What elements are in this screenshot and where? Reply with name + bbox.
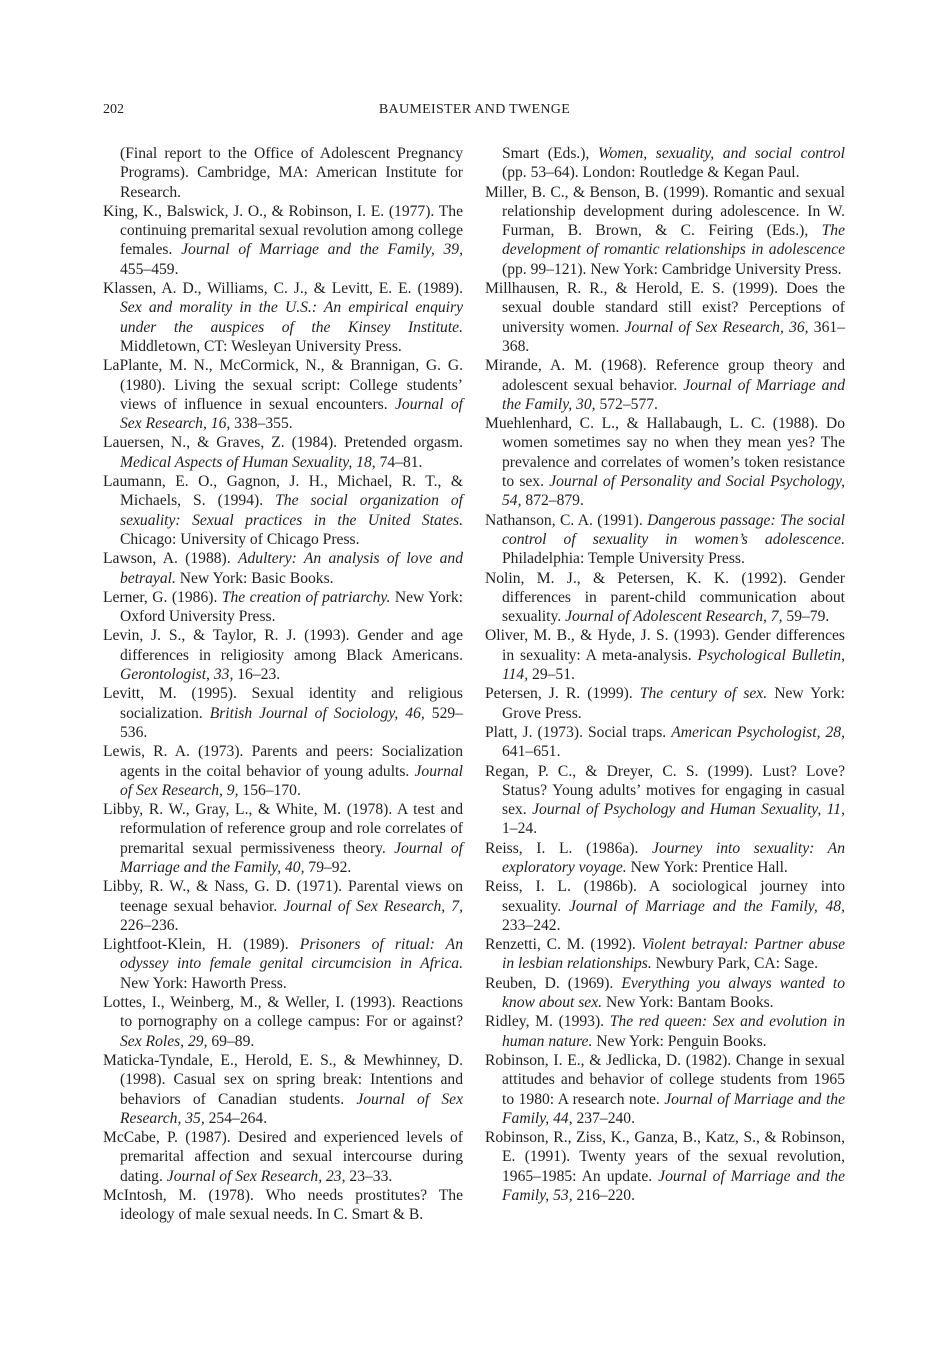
reference-text: 338–355. — [230, 415, 293, 433]
reference-entry — [103, 588, 463, 627]
reference-text: Ridley, M. (1993). — [485, 1013, 610, 1031]
reference-text: Lewis, R. A. (1973). Parents and peers: Socialization agents in the coital behavior of young adults. — [103, 743, 463, 780]
reference-entry — [485, 935, 845, 974]
reference-entry — [103, 279, 463, 356]
reference-text: 872–879. — [521, 492, 584, 510]
reference-source-title: Adultery: An analysis of love and betrayal. — [120, 550, 463, 587]
reference-text: Mirande, A. M. (1968). Reference group theory and adolescent sexual behavior. — [485, 357, 845, 394]
reference-entry — [103, 993, 463, 1051]
reference-source-title: Journal of Sex Research, 23, — [166, 1167, 346, 1185]
reference-text: 1–24. — [502, 820, 538, 838]
reference-entry — [103, 549, 463, 588]
reference-source-title: Women, sexuality, and social control — [597, 145, 845, 162]
reference-text: 455–459. — [120, 260, 179, 278]
reference-text: (pp. 53–64). London: Routledge & Kegan Paul. — [502, 164, 800, 182]
reference-source-title: Journey into sexuality: An exploratory voyage. — [502, 839, 845, 876]
reference-entry — [485, 1012, 845, 1051]
reference-text: Philadelphia: Temple University Press. — [502, 550, 745, 568]
reference-entry — [485, 877, 845, 935]
reference-source-title: Journal of Marriage and the Family, 39, — [181, 241, 463, 259]
reference-text: Miller, B. C., & Benson, B. (1999). Romantic and sexual relationship development during adolescence. In W. Furman, B. Brown, & C. Feiring (Eds.), — [485, 183, 845, 240]
reference-text: LaPlante, M. N., McCormick, N., & Brannigan, G. G. (1980). Living the sexual script: College students’ views of influence in sexual encounters. — [103, 357, 463, 413]
reference-source-title: Journal of Sex Research, 35, — [120, 1090, 464, 1127]
reference-text: New York: Prentice Hall. — [626, 858, 788, 876]
reference-entry — [485, 1128, 845, 1205]
reference-source-title: Journal of Sex Research, 36, — [624, 318, 809, 336]
reference-text: King, K., Balswick, J. O., & Robinson, I. E. (1977). The continuing premarital sexual revolution among college females. — [103, 202, 463, 259]
reference-source-title: Prisoners of ritual: An odyssey into female genital circumcision in Africa. — [120, 936, 463, 973]
reference-text: Lightfoot-Klein, H. (1989). — [103, 936, 300, 954]
reference-text: Libby, R. W., Gray, L., & White, M. (1978). A test and reformulation of reference group and role correlates of premarital sexual permissiveness theory. — [103, 801, 463, 857]
reference-text: 226–236. — [120, 916, 179, 934]
reference-text: 29–51. — [528, 666, 575, 684]
reference-text: Muehlenhard, C. L., & Hallabaugh, L. C. (1988). Do women sometimes say no when they mean yes? The prevalence and correlates of women’s token resistance to sex. — [485, 415, 845, 491]
page-header — [103, 100, 846, 120]
reference-text: 529–536. — [120, 704, 463, 741]
reference-entry — [485, 762, 845, 839]
reference-text: 361–368. — [502, 318, 845, 355]
reference-text: Nathanson, C. A. (1991). — [485, 511, 648, 529]
reference-text: Lauersen, N., & Graves, Z. (1984). Pretended orgasm. — [103, 434, 463, 452]
reference-text: Maticka-Tyndale, E., Herold, E. S., & Mewhinney, D. (1998). Casual sex on spring break: Intentions and behaviors of Canadian students. — [103, 1051, 463, 1108]
reference-text: Laumann, E. O., Gagnon, J. H., Michael, R. T., & Michaels, S. (1994). — [103, 473, 463, 510]
reference-source-title: The social organization of sexuality: Sexual practices in the United States. — [120, 492, 463, 529]
reference-entry — [103, 1128, 463, 1186]
reference-text: 237–240. — [572, 1109, 635, 1127]
reference-text: Chicago: University of Chicago Press. — [120, 530, 360, 548]
reference-text: Platt, J. (1973). Social traps. — [485, 723, 672, 741]
reference-text: Regan, P. C., & Dreyer, C. S. (1999). Lust? Love? Status? Young adults’ motives for engaging in casual sex. — [485, 762, 845, 819]
reference-source-title: The century of sex. — [639, 685, 768, 703]
reference-text: Levin, J. S., & Taylor, R. J. (1993). Gender and age differences in religiosity among Black Americans. — [103, 627, 463, 664]
reference-source-title: Journal of Psychology and Human Sexuality, 11, — [532, 801, 845, 819]
reference-source-title: Sex Roles, 29, — [120, 1032, 208, 1050]
reference-continuation — [485, 144, 845, 183]
reference-text: Reiss, I. L. (1986b). A sociological journey into sexuality. — [485, 878, 845, 915]
reference-source-title: The red queen: Sex and evolution in human nature. — [502, 1013, 845, 1050]
reference-text: Robinson, I. E., & Jedlicka, D. (1982). Change in sexual attitudes and behavior of college students from 1965 to 1980: A research note. — [485, 1051, 845, 1108]
reference-text: Middletown, CT: Wesleyan University Press. — [120, 337, 402, 355]
reference-text: 74–81. — [375, 453, 423, 471]
reference-entry — [485, 839, 845, 878]
reference-text: New York: Oxford University Press. — [120, 588, 464, 626]
reference-text: Petersen, J. R. (1999). — [485, 685, 640, 703]
reference-entry — [103, 800, 463, 877]
reference-source-title: Everything you always wanted to know about sex. — [502, 974, 845, 1012]
reference-text: Renzetti, C. M. (1992). — [485, 936, 642, 954]
reference-source-title: Dangerous passage: The social control of sexuality in women’s adolescence. — [502, 511, 845, 548]
reference-text: New York: Bantam Books. — [602, 994, 774, 1012]
reference-text: 156–170. — [238, 781, 301, 799]
reference-text: New York: Haworth Press. — [120, 974, 287, 992]
reference-text: Robinson, R., Ziss, K., Ganza, B., Katz, S., & Robinson, E. (1991). Twenty years of the sexual revolution, 1965–1985: An update. — [485, 1129, 845, 1185]
reference-source-title: Journal of Marriage and the Family, 40, — [120, 839, 463, 876]
reference-text: Libby, R. W., & Nass, G. D. (1971). Parental views on teenage sexual behavior. — [103, 878, 463, 915]
reference-source-title: Journal of Personality and Social Psychology, 54, — [502, 473, 845, 510]
reference-entry — [485, 279, 845, 356]
reference-source-title: Journal of Marriage and the Family, 53, — [502, 1167, 845, 1205]
reference-text: Smart (Eds.), — [502, 145, 598, 162]
reference-source-title: Journal of Sex Research, 16, — [120, 395, 463, 433]
reference-source-title: Sex and morality in the U.S.: An empirical enquiry under the auspices of the Kinsey Institute. — [120, 299, 463, 336]
reference-source-title: Journal of Marriage and the Family, 44, — [502, 1090, 845, 1127]
reference-text: Newbury Park, CA: Sage. — [651, 955, 819, 973]
reference-entry — [103, 684, 463, 742]
reference-entry — [103, 202, 463, 279]
reference-entry — [485, 974, 845, 1013]
reference-entry — [103, 626, 463, 684]
reference-source-title: Journal of Marriage and the Family, 30, — [502, 376, 845, 413]
reference-text: Klassen, A. D., Williams, C. J., & Levitt, E. E. (1989). — [103, 280, 463, 298]
reference-text: New York: Penguin Books. — [592, 1032, 767, 1050]
reference-text: 216–220. — [572, 1187, 635, 1205]
reference-text: Levitt, M. (1995). Sexual identity and religious socialization. — [103, 685, 463, 722]
reference-source-title: The development of romantic relationships in adolescence — [502, 222, 845, 259]
reference-entry — [103, 1051, 463, 1128]
reference-text: 233–242. — [502, 916, 561, 934]
reference-source-title: The creation of patriarchy. — [221, 588, 391, 606]
reference-text: 23–33. — [345, 1167, 393, 1185]
reference-source-title: Journal of Adolescent Research, 7, — [565, 608, 783, 626]
reference-entry — [103, 356, 463, 433]
reference-entry — [485, 1051, 845, 1128]
reference-continuation — [103, 144, 463, 202]
reference-text: Lawson, A. (1988). — [103, 550, 238, 568]
reference-entry — [485, 356, 845, 414]
reference-text: McIntosh, M. (1978). Who needs prostitutes? The ideology of male sexual needs. In C. Smart & B. — [103, 1187, 463, 1224]
reference-entry — [103, 1186, 463, 1225]
reference-source-title: American Psychologist, 28, — [671, 723, 845, 741]
reference-text: Nolin, M. J., & Petersen, K. K. (1992). Gender differences in parent-child communication about sexuality. — [485, 569, 845, 626]
reference-source-title: Medical Aspects of Human Sexuality, 18, — [120, 453, 376, 471]
reference-text: Lerner, G. (1986). — [103, 588, 222, 606]
reference-text: 69–89. — [207, 1032, 255, 1050]
reference-text: Reiss, I. L. (1986a). — [485, 839, 653, 857]
references-right-column — [485, 144, 845, 1205]
reference-entry — [485, 414, 845, 510]
reference-text: New York: Grove Press. — [502, 685, 845, 722]
reference-text: 59–79. — [782, 608, 830, 626]
reference-text: 79–92. — [304, 858, 352, 876]
reference-entry — [103, 472, 463, 549]
reference-entry — [485, 626, 845, 684]
reference-text: Lottes, I., Weinberg, M., & Weller, I. (1993). Reactions to pornography on a college campus: For or against? — [103, 994, 463, 1031]
reference-text: Oliver, M. B., & Hyde, J. S. (1993). Gender differences in sexuality: A meta-analysis. — [485, 627, 845, 664]
running-head: BAUMEISTER AND TWENGE — [378, 102, 571, 117]
reference-entry — [485, 183, 845, 279]
reference-text: (Final report to the Office of Adolescent Pregnancy Programs). Cambridge, MA: American Institute for Research. — [120, 145, 463, 201]
references-left-column — [103, 144, 463, 1225]
reference-source-title: British Journal of Sociology, 46, — [209, 704, 425, 722]
reference-text: 572–577. — [595, 395, 658, 413]
reference-entry — [485, 569, 845, 627]
reference-source-title: Journal of Marriage and the Family, 48, — [568, 897, 845, 915]
reference-entry — [485, 511, 845, 569]
reference-text: 641–651. — [502, 743, 561, 761]
reference-entry — [103, 742, 463, 800]
reference-entry — [103, 433, 463, 472]
reference-text: McCabe, P. (1987). Desired and experienced levels of premarital affection and sexual intercourse during dating. — [103, 1129, 463, 1185]
reference-source-title: Journal of Sex Research, 9, — [120, 762, 463, 799]
reference-entry — [485, 723, 845, 762]
reference-entry — [103, 935, 463, 993]
reference-text: Millhausen, R. R., & Herold, E. S. (1999). Does the sexual double standard still exist? Perceptions of university women. — [485, 280, 845, 336]
reference-text: 254–264. — [204, 1109, 268, 1127]
reference-text: 16–23. — [233, 666, 281, 684]
page-number: 202 — [103, 102, 124, 117]
reference-source-title: Journal of Sex Research, 7, — [283, 897, 463, 915]
reference-source-title: Psychological Bulletin, 114, — [502, 646, 845, 684]
reference-entry — [103, 877, 463, 935]
reference-source-title: Gerontologist, 33, — [120, 666, 234, 684]
reference-text: (pp. 99–121). New York: Cambridge University Press. — [502, 260, 842, 278]
reference-entry — [485, 684, 845, 723]
reference-text: Reuben, D. (1969). — [485, 974, 622, 992]
reference-source-title: Violent betrayal: Partner abuse in lesbian relationships. — [502, 936, 845, 973]
reference-text: New York: Basic Books. — [175, 569, 334, 587]
